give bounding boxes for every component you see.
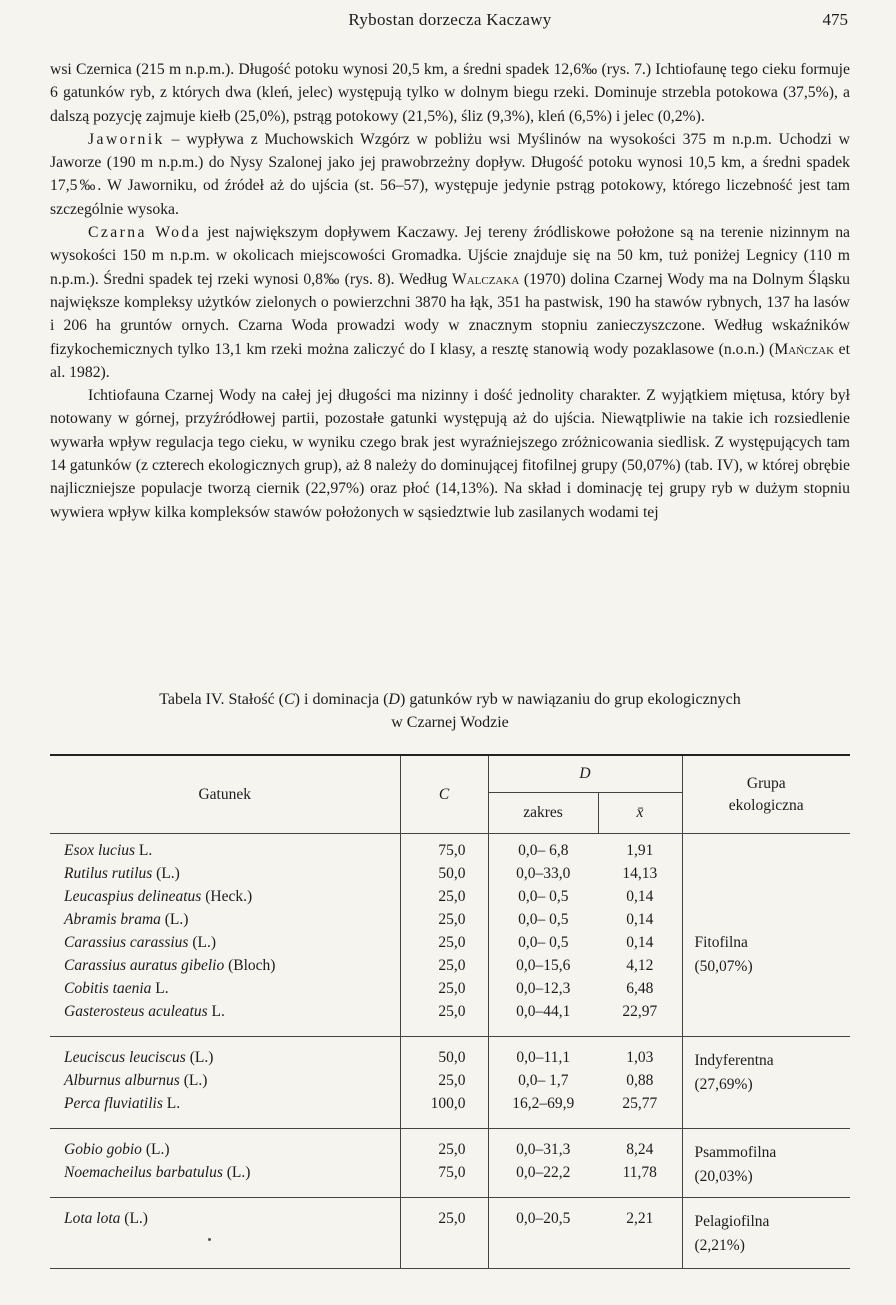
group-cell (682, 1198, 850, 1269)
constancy-cell: 75,0 (400, 834, 488, 866)
mean-cell: 0,14 (598, 888, 682, 911)
range-cell: 16,2–69,9 (512, 1095, 575, 1112)
caption-symbol: C (284, 691, 295, 708)
constancy-cell: 25,0 (400, 911, 488, 934)
species-name: Abramis brama (64, 911, 161, 928)
river-name: Czarna Woda (88, 224, 202, 242)
species-author: (L.) (183, 1072, 208, 1089)
group-name: Fitofilna (694, 934, 748, 951)
range-cell: 0,0– 1,7 (518, 1072, 569, 1089)
paragraph-text: et al. 1982). (50, 340, 850, 381)
constancy-cell: 100,0 (400, 1095, 488, 1129)
mean-cell: 0,88 (598, 1072, 682, 1095)
species-cell (50, 934, 400, 957)
range-cell: 0,0–11,1 (488, 1037, 598, 1073)
table-row (50, 834, 850, 866)
species-cell (50, 834, 400, 866)
caption-text: ) gatunków ryb w nawiązaniu do grup ekologicznych (399, 691, 741, 708)
species-name: Leucaspius delineatus (64, 888, 202, 905)
group-cell (682, 1037, 850, 1129)
species-table (50, 754, 850, 1269)
range-cell: 0,0– 0,5 (518, 911, 569, 928)
paragraph-czernica (50, 58, 850, 128)
mean-cell: 2,21 (598, 1198, 682, 1269)
col-header-group-text: Grupa ekologiczna (728, 774, 804, 814)
group-share: (2,21%) (694, 1237, 745, 1254)
species-name: Cobitis taenia (64, 980, 152, 997)
range-cell: 0,0–20,5 (488, 1198, 598, 1269)
paragraph-text: – wypływa z Muchowskich Wzgórz w pobliżu wsi Myślinów na wysokości 375 m n.p.m. Uchodzi w Jaworze (190 m n.p.m.) do Nysy Szalonej jako jej prawobrzeżny dopływ. Długość potoku wynosi 10,5 km, a średni spadek 17,5‰. W Jaworniku, od źródeł aż do ujścia (st. 56–57), występuje jedynie pstrąg potokowy, którego liczebność jest tam szczególnie wysoka. (50, 130, 850, 218)
species-cell (50, 1198, 400, 1269)
species-name: Alburnus alburnus (64, 1072, 180, 1089)
species-name: Lota lota (64, 1210, 121, 1227)
page-header (50, 10, 850, 36)
species-author: (L.) (145, 1141, 170, 1158)
caption-text: w Czarnej Wodzie (391, 714, 509, 731)
species-author: (L.) (192, 934, 217, 951)
constancy-cell: 25,0 (400, 934, 488, 957)
mean-cell: 11,78 (598, 1164, 682, 1198)
species-cell (50, 1072, 400, 1095)
mean-cell: 4,12 (598, 957, 682, 980)
mean-cell: 0,14 (598, 934, 682, 957)
species-name: Perca fluviatilis (64, 1095, 163, 1112)
species-name: Gasterosteus aculeatus (64, 1003, 208, 1020)
mean-cell: 1,03 (598, 1037, 682, 1073)
species-name: Noemacheilus barbatulus (64, 1164, 223, 1181)
range-cell: 0,0– 0,5 (518, 888, 569, 905)
paragraph-ichtiofauna (50, 384, 850, 524)
mean-cell: 14,13 (598, 865, 682, 888)
species-name: Leuciscus leuciscus (64, 1049, 186, 1066)
page-number: 475 (822, 10, 848, 29)
caption-text: ) i dominacja ( (294, 691, 389, 708)
group-name: Pelagiofilna (694, 1213, 770, 1230)
species-author: (L.) (156, 865, 180, 882)
paragraph-text: Ichtiofauna Czarnej Wody na całej jej długości ma nizinny i dość jednolity charakter. Z wyjątkiem miętusa, który był notowany w górnej, przyźródłowej partii, pozostałe gatunki występują aż do ujścia. Niewątpliwie na takie ich rozsiedlenie wywarła wpływ regulacja tego cieku, w wyniku czego brak jest wyraźniejszego zróżnicowania siedlisk. Z występujących tam 14 gatunków (z czterech ekologicznych grup), aż 8 należy do dominującej fitofilnej grupy (50,07%) (tab. IV), w której obrębie najliczniejsze populacje tworzą ciernik (22,97%) oraz płoć (14,13%). Na skład i dominację tej grupy ryb w dużym stopniu wywiera wpływ kilka kompleksów stawów położonych w sąsiedztwie lub zasilanych wodami tej (50, 387, 850, 521)
species-cell (50, 888, 400, 911)
col-header-group (682, 755, 850, 834)
species-author: (L.) (189, 1049, 214, 1066)
range-cell: 0,0– 0,5 (518, 934, 569, 951)
species-author: (L.) (164, 911, 189, 928)
table-header-row (50, 755, 850, 793)
caption-symbol: D (388, 691, 400, 708)
constancy-cell: 75,0 (400, 1164, 488, 1198)
species-cell (50, 1129, 400, 1165)
species-name: Carassius auratus gibelio (64, 957, 225, 974)
species-author: (Bloch) (228, 957, 276, 974)
constancy-cell: 50,0 (400, 865, 488, 888)
group-cell (682, 1129, 850, 1198)
species-author: L. (166, 1095, 181, 1112)
range-cell: 0,0–33,0 (516, 865, 571, 882)
species-cell (50, 1095, 400, 1129)
mean-cell: 22,97 (598, 1003, 682, 1037)
species-author: (L.) (124, 1210, 148, 1227)
mean-cell: 6,48 (598, 980, 682, 1003)
constancy-cell: 25,0 (400, 980, 488, 1003)
table-row (50, 1198, 850, 1269)
constancy-cell: 25,0 (400, 888, 488, 911)
mean-cell: 8,24 (598, 1129, 682, 1165)
constancy-cell: 25,0 (400, 1129, 488, 1165)
mean-cell: 1,91 (598, 834, 682, 866)
species-cell (50, 865, 400, 888)
group-name: Indyferentna (694, 1052, 774, 1069)
group-share: (50,07%) (694, 958, 753, 975)
cited-author: Walczaka (451, 270, 520, 288)
body-text (50, 58, 850, 524)
species-name: Rutilus rutilus (64, 865, 153, 882)
col-header-species: Gatunek (50, 755, 400, 834)
species-cell (50, 1164, 400, 1198)
table-row (50, 1037, 850, 1073)
col-header-d: D (488, 755, 682, 793)
col-header-mean: x̄ (598, 793, 682, 834)
species-author: (Heck.) (205, 888, 253, 905)
river-name: Jawornik (88, 130, 165, 148)
constancy-cell: 50,0 (400, 1037, 488, 1073)
paragraph-text: (1970) dolina Czarnej Wody ma na Dolnym Śląsku największe kompleksy użytków zielonych o powierzchni 3870 ha łąk, 351 ha pastwisk, 190 ha stawów rybnych, 137 ha lasów i 206 ha gruntów ornych. Czarna Woda prowadzi wody w znacznym stopniu zanieczyszczone. Według wskaźników fizykochemicznych tylko 13,1 km rzeki można zaliczyć do I klasy, a resztę stanowią wody pozaklasowe (n.o.n.) ( (50, 270, 851, 358)
constancy-cell: 25,0 (400, 1003, 488, 1037)
range-cell: 0,0–22,2 (516, 1164, 571, 1181)
species-author: (L.) (226, 1164, 251, 1181)
species-name: Esox lucius (64, 842, 136, 859)
species-author: L. (138, 842, 153, 859)
constancy-cell: 25,0 (400, 957, 488, 980)
species-cell (50, 911, 400, 934)
table-caption (50, 688, 850, 734)
mean-cell: 25,77 (598, 1095, 682, 1129)
range-cell: 0,0–44,1 (516, 1003, 571, 1020)
group-share: (20,03%) (694, 1168, 753, 1185)
table-row (50, 1129, 850, 1165)
range-cell: 0,0–12,3 (516, 980, 571, 997)
paragraph-jawornik (50, 128, 850, 221)
paragraph-text: jest największym dopływem Kaczawy. Jej tereny źródliskowe położone są na terenie nizinnym na wysokości 150 m n.p.m. w okolicach miejscowości Gromadka. Ujście znajduje się na 50 km, tuż poniżej Legnicy (110 m n.p.m.). Średni spadek tej rzeki wynosi 0,8‰ (rys. 8). Według (50, 224, 850, 288)
paragraph-czarna-woda (50, 221, 850, 384)
species-author: L. (211, 1003, 225, 1020)
species-name: Carassius carassius (64, 934, 189, 951)
constancy-cell: 25,0 (400, 1072, 488, 1095)
group-share: (27,69%) (694, 1076, 753, 1093)
species-cell (50, 1037, 400, 1073)
table-body (50, 834, 850, 1269)
species-cell (50, 980, 400, 1003)
group-name: Psammofilna (694, 1144, 777, 1161)
col-header-c: C (400, 755, 488, 834)
group-cell (682, 834, 850, 1037)
range-cell: 0,0–31,3 (488, 1129, 598, 1165)
species-name: Gobio gobio (64, 1141, 142, 1158)
mean-cell: 0,14 (598, 911, 682, 934)
range-cell: 0,0– 6,8 (518, 842, 569, 859)
range-cell: 0,0–15,6 (516, 957, 571, 974)
constancy-cell: 25,0 (400, 1198, 488, 1269)
caption-text: Tabela IV. Stałość ( (159, 691, 284, 708)
species-cell (50, 1003, 400, 1037)
col-header-range: zakres (488, 793, 598, 834)
species-cell (50, 957, 400, 980)
running-title: Rybostan dorzecza Kaczawy (348, 10, 552, 29)
paragraph-text: wsi Czernica (215 m n.p.m.). Długość potoku wynosi 20,5 km, a średni spadek 12,6‰ (rys. 7.) Ichtiofaunę tego cieku formuje 6 gatunków ryb, z których dwa (kleń, jelec) występują tylko w dolnym biegu rzeki. Dominuje strzebla potokowa (37,5%), a dalszą pozycję zajmuje kiełb (25,0%), pstrąg potokowy (21,5%), śliz (9,3%), kleń (6,5%) i jelec (0,2%). (50, 61, 850, 125)
species-author: L. (155, 980, 169, 997)
speck-mark (208, 1238, 211, 1241)
cited-author: Mańczak (774, 340, 835, 358)
